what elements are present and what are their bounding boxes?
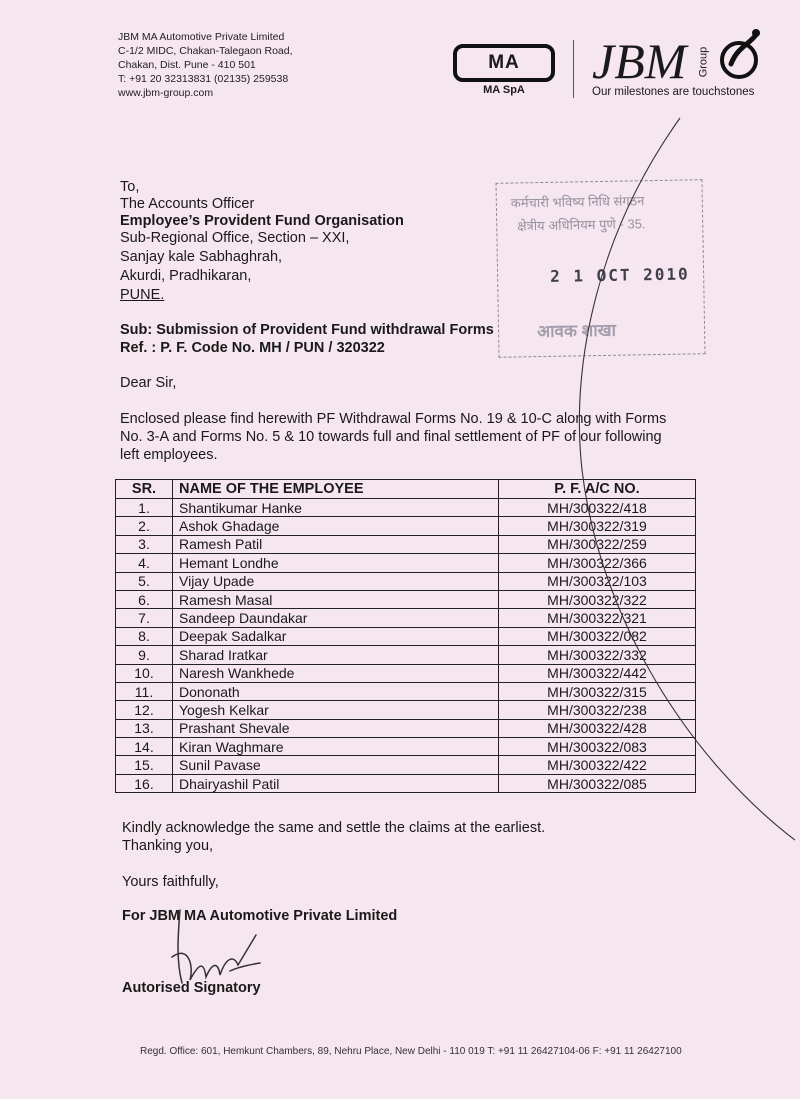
ma-logo: [453, 44, 555, 96]
row-employee-name: Ramesh Masal: [173, 590, 499, 608]
row-pf-account: MH/300322/082: [499, 627, 696, 645]
row-sr-number: 11.: [116, 682, 173, 700]
recipient-city: PUNE.: [120, 287, 165, 303]
table-row: [116, 554, 696, 572]
ma-spa-label: MA SpA: [483, 84, 525, 96]
row-pf-account: MH/300322/442: [499, 664, 696, 682]
row-sr-number: 4.: [116, 554, 173, 572]
row-sr-number: 10.: [116, 664, 173, 682]
recipient-area: Akurdi, Pradhikaran,: [120, 268, 252, 284]
row-employee-name: Yogesh Kelkar: [173, 701, 499, 719]
row-sr-number: 3.: [116, 535, 173, 553]
recipient-office: Sub-Regional Office, Section – XXI,: [120, 230, 350, 246]
table-row: [116, 738, 696, 756]
address-line: T: +91 20 32313831 (02135) 259538: [118, 73, 289, 85]
row-pf-account: MH/300322/083: [499, 738, 696, 756]
company-address: [118, 30, 293, 100]
recipient-org: Employee’s Provident Fund Organisation: [120, 213, 404, 229]
row-employee-name: Sharad Iratkar: [173, 646, 499, 664]
closing-thanks: Thanking you,: [122, 838, 214, 854]
row-pf-account: MH/300322/418: [499, 499, 696, 517]
table-row: [116, 572, 696, 590]
header-name: NAME OF THE EMPLOYEE: [173, 480, 499, 499]
row-pf-account: MH/300322/103: [499, 572, 696, 590]
table-row: [116, 774, 696, 792]
row-pf-account: MH/300322/322: [499, 590, 696, 608]
row-employee-name: Prashant Shevale: [173, 719, 499, 737]
address-line: JBM MA Automotive Private Limited: [118, 31, 285, 43]
address-line: www.jbm-group.com: [118, 87, 214, 99]
row-pf-account: MH/300322/332: [499, 646, 696, 664]
logo-divider: [573, 40, 574, 98]
row-employee-name: Ashok Ghadage: [173, 517, 499, 535]
row-pf-account: MH/300322/366: [499, 554, 696, 572]
row-employee-name: Kiran Waghmare: [173, 738, 499, 756]
group-label-wrap: [697, 40, 714, 84]
reference-line: Ref. : P. F. Code No. MH / PUN / 320322: [120, 340, 385, 356]
stamp-office: क्षेत्रीय अधिनियम पुणे - 35.: [517, 216, 646, 234]
row-sr-number: 12.: [116, 701, 173, 719]
row-pf-account: MH/300322/315: [499, 682, 696, 700]
to-label: To,: [120, 179, 140, 195]
table-row: [116, 682, 696, 700]
body-paragraph-line: left employees.: [120, 447, 218, 463]
body-paragraph-line: No. 3-A and Forms No. 5 & 10 towards full and final settlement of PF of our following: [120, 429, 662, 445]
recipient-address: Sanjay kale Sabhaghrah,: [120, 249, 283, 265]
table-row: [116, 499, 696, 517]
authorised-signatory: Autorised Signatory: [122, 980, 261, 996]
jbm-logo: JBM: [592, 33, 687, 89]
yours-faithfully: Yours faithfully,: [122, 874, 219, 890]
row-sr-number: 5.: [116, 572, 173, 590]
stamp-section: आवक शाखा: [536, 320, 617, 342]
employee-table: [115, 479, 696, 793]
body-paragraph-line: Enclosed please find herewith PF Withdrawal Forms No. 19 & 10-C along with Forms: [120, 411, 667, 427]
row-sr-number: 1.: [116, 499, 173, 517]
row-sr-number: 6.: [116, 590, 173, 608]
row-pf-account: MH/300322/238: [499, 701, 696, 719]
table-row: [116, 701, 696, 719]
row-employee-name: Deepak Sadalkar: [173, 627, 499, 645]
row-pf-account: MH/300322/319: [499, 517, 696, 535]
for-company: For JBM MA Automotive Private Limited: [122, 908, 398, 924]
received-stamp: [495, 179, 705, 358]
recipient-title: The Accounts Officer: [120, 196, 255, 212]
table-row: [116, 627, 696, 645]
row-employee-name: Hemant Londhe: [173, 554, 499, 572]
row-employee-name: Naresh Wankhede: [173, 664, 499, 682]
stamp-org: कर्मचारी भविष्य निधि संगठन: [510, 193, 645, 211]
row-pf-account: MH/300322/259: [499, 535, 696, 553]
row-sr-number: 14.: [116, 738, 173, 756]
tagline: Our milestones are touchstones: [592, 86, 755, 98]
row-pf-account: MH/300322/428: [499, 719, 696, 737]
row-pf-account: MH/300322/321: [499, 609, 696, 627]
table-row: [116, 756, 696, 774]
row-employee-name: Dhairyashil Patil: [173, 774, 499, 792]
registered-office-footer: Regd. Office: 601, Hemkunt Chambers, 89, Nehru Place, New Delhi - 110 019 T: +91 11 26427104-06 F: +91 11 26427100: [140, 1046, 682, 1057]
row-sr-number: 9.: [116, 646, 173, 664]
table-row: [116, 646, 696, 664]
ma-logo-text: MA: [453, 44, 555, 82]
employee-table-body: [116, 499, 696, 793]
row-pf-account: MH/300322/422: [499, 756, 696, 774]
row-sr-number: 13.: [116, 719, 173, 737]
row-employee-name: Vijay Upade: [173, 572, 499, 590]
table-header-row: [116, 480, 696, 499]
jbm-emblem-icon: [717, 26, 765, 82]
table-row: [116, 590, 696, 608]
closing-request: Kindly acknowledge the same and settle the claims at the earliest.: [122, 820, 546, 836]
address-line: Chakan, Dist. Pune - 410 501: [118, 59, 256, 71]
header-pf-ac: P. F. A/C NO.: [499, 480, 696, 499]
salutation: Dear Sir,: [120, 375, 177, 391]
row-sr-number: 15.: [116, 756, 173, 774]
row-employee-name: Ramesh Patil: [173, 535, 499, 553]
stamp-date: 2 1 OCT 2010: [549, 264, 690, 286]
subject-line: Sub: Submission of Provident Fund withdrawal Forms: [120, 322, 494, 338]
row-pf-account: MH/300322/085: [499, 774, 696, 792]
row-employee-name: Sunil Pavase: [173, 756, 499, 774]
row-sr-number: 2.: [116, 517, 173, 535]
row-employee-name: Shantikumar Hanke: [173, 499, 499, 517]
header-sr: SR.: [116, 480, 173, 499]
row-employee-name: Dononath: [173, 682, 499, 700]
address-line: C-1/2 MIDC, Chakan-Talegaon Road,: [118, 45, 293, 57]
row-employee-name: Sandeep Daundakar: [173, 609, 499, 627]
table-row: [116, 719, 696, 737]
table-row: [116, 609, 696, 627]
row-sr-number: 8.: [116, 627, 173, 645]
row-sr-number: 16.: [116, 774, 173, 792]
table-row: [116, 535, 696, 553]
table-row: [116, 517, 696, 535]
group-label: Group: [697, 46, 710, 78]
table-row: [116, 664, 696, 682]
row-sr-number: 7.: [116, 609, 173, 627]
